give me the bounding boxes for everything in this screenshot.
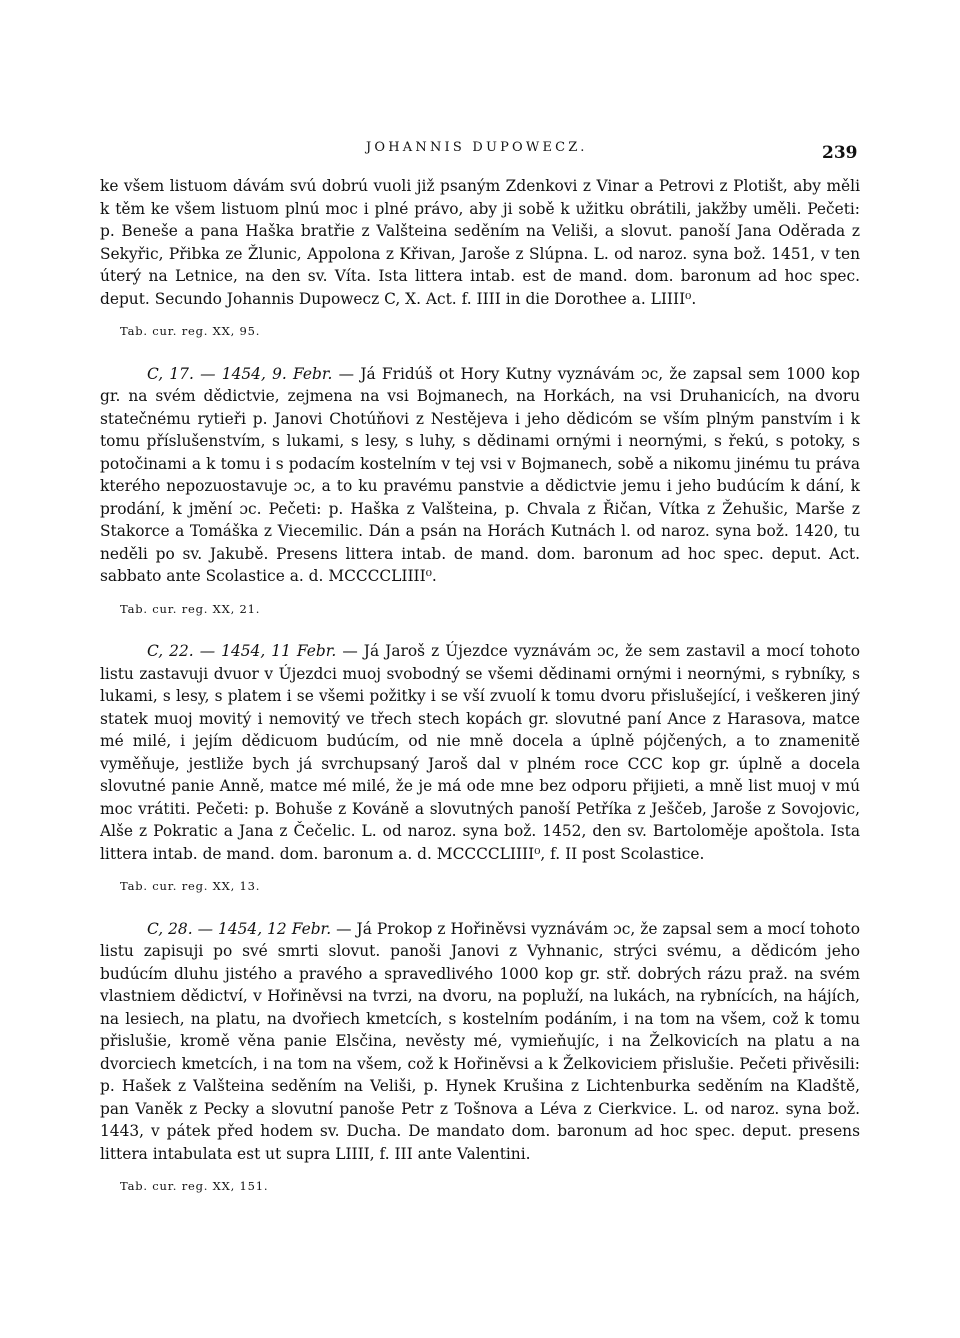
page-number: 239 [822,143,858,163]
source-reference: Tab. cur. reg. XX, 21. [120,601,261,616]
paragraph-entry [100,918,860,1166]
source-reference: Tab. cur. reg. XX, 95. [120,324,261,338]
entry-heading: C, 17. — 1454, 9. Febr. [147,364,333,383]
paragraph-entry [100,363,860,588]
paragraph-text: ke všem listuom dávám svú dobrú vuoli již psaným Zdenkovi z Vinar a Petrovi z Plotišt, aby měli k těm ke všem listuom plnú moc i plné právo, aby ji sobě k užitku obrátili, jakžby uměli. Pečeti: p. Beneše a pana Haška bratřie z Valšteina seděním na Veliši, a slovut. panoší Jana Oděrada z Sekyřic, Přibka ze Žlunic, Appolona z Křivan, Jaroše z Slúpna. L. od naroz. syna bož. 1451, v ten úterý na Letnice, na den sv. Víta. Ista littera intab. est de mand. dom. baronum ad hoc spec. deput. Secundo Johannis Dupowecz C, X. Act. f. IIII in die Dorothee a. LIIII⁰. [100,177,860,308]
source-reference: Tab. cur. reg. XX, 151. [120,1179,269,1193]
source-reference: Tab. cur. reg. XX, 13. [120,879,261,893]
entry-heading: C, 22. — 1454, 11 Febr. [147,642,337,660]
paragraph-text: — Já Fridúš ot Hory Kutny vyznávám ɔc, že zapsal sem 1000 kop gr. na svém dědictvie, zejmena na vsi Bojmanech, na Horkách, na vsi Druhanicích, na dvoru statečnému rytieři p. Janovi Chotúňovi z Nestějeva i jeho dědicóm se vším plným panstvím i k tomu příslušenstvím, s lukami, s lesy, s luhy, s dědinami ornými i neornými, s řekú, s potoky, s potočinami a k tomu i s podacím kostelním v tej vsi v Bojmanech, sobě a nikomu jinému tu práva kterého nepozuostavuje ɔc, a to ku pravému panstvie a dědictvie jemu i jeho budúcím k dání, k prodání, k jmění ɔc. Pečeti: p. Haška z Valšteina, p. Chvala z Řičan, Vítka z Žehušic, Marše z Stakorce a Tomáška z Viecemilic. Dán a psán na Horách Kutnách l. od naroz. syna bož. 1420, tu neděli po sv. Jakubě. Presens littera intab. de mand. dom. baronum ad hoc spec. deput. Act. sabbato ante Scolastice a. d. MCCCCLIIII⁰. [100,364,860,585]
running-title: JOHANNIS DUPOWECZ. [366,140,588,155]
paragraph-entry [100,640,860,865]
entry-heading: C, 28. — 1454, 12 Febr. [147,919,332,938]
body-text [100,175,860,1198]
paragraph-text: — Já Jaroš z Újezdce vyznávám ɔc, že sem zastavil a mocí tohoto listu zastavuji dvuor v Újezdci muoj svobodný se všemi dědinami ornými i neornými, s rybníky, s lukami, s lesy, s platem i se všemi požitky i se vší zvuolí k tomu dvoru přislušející, i veškeren jiný statek muoj movitý i nemovitý ve třech stech kopách gr. slovutné paní Ance z Harasova, matce mé milé, i jejím dědicuom budúcím, od nie mně docela a úplně pójčených, a to znamenitě vyměňuje, jestliže bych já svrchupsaný Jaroš dal v plném roce CCC kop gr. úplně a docela slovutné panie Anně, matce mé milé, že je má ode mne bez odporu přijieti, a mně list muoj v mú moc vrátiti. Pečeti: p. Bohuše z Kováně a slovutných panoší Petříka z Ješčeb, Jaroše z Sovojovic, Alše z Pokratic a Jana z Čečelic. L. od naroz. syna bož. 1452, den sv. Bartoloměje apoštola. Ista littera intab. de mand. dom. baronum a. d. MCCCCLIIII⁰, f. II post Scolastice. [100,642,861,863]
paragraph-continuation [100,175,860,310]
paragraph-text: — Já Prokop z Hořiněvsi vyznávám ɔc, že zapsal sem a mocí tohoto listu zapisuji po své smrti slovut. panoši Janovi z Vyhnanic, strýci svému, a dědicóm jeho budúcím dluhu jistého a pravého a spravedlivého 1000 kop gr. stř. dobrých rázu praž. na svém vlastniem dědictví, v Hořiněvsi na tvrzi, na dvoru, na popluží, na lukách, na rybnících, na hájích, na lesiech, na platu, na dvořiech kmetcích, s kostelním podáním, i na tom na všem, což k tomu přislušie, kromě věna panie Elsčina, nevěsty mé, vymieňujíc, i na Želkovicích na platu a na dvorciech kmetcích, i na tom na všem, což k Hořiněvsi a k Želkoviciem přislušie. Pečeti přivěsili: p. Hašek z Valšteina seděním na Veliši, p. Hynek Krušina z Lichtenburka seděním na Kladště, pan Vaněk z Pecky a slovutní panoše Petr z Tošnova a Léva z Cierkvice. L. od naroz. syna bož. 1443, v pátek před hodem sv. Ducha. De mandato dom. baronum ad hoc spec. deput. presens littera intabulata est ut supra LIIII, f. III ante Valentini. [100,919,860,1163]
